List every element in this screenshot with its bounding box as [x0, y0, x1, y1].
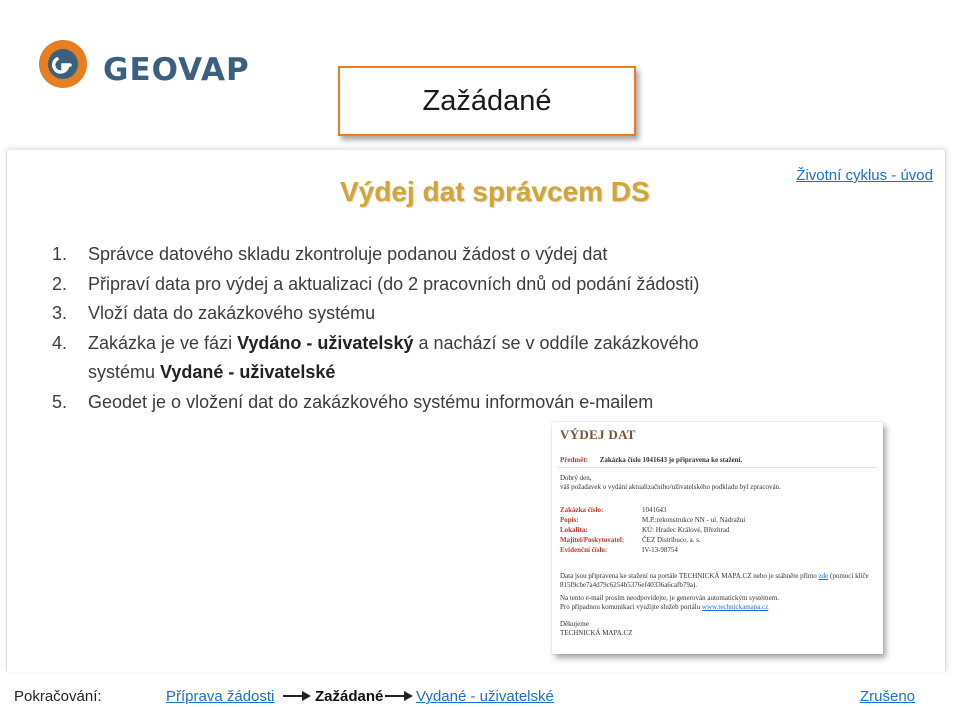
email-contact-text: Pro případnou komunikaci využijte služeb portálu — [560, 603, 701, 611]
geovap-logo — [37, 38, 277, 98]
cancelled-link[interactable]: Zrušeno — [860, 688, 916, 705]
email-header: VÝDEJ DAT — [560, 427, 636, 442]
email-subject — [560, 456, 742, 465]
field-value: ČEZ Distribuce, a. s. — [642, 536, 701, 544]
phase-name: Vydáno - uživatelský — [237, 332, 414, 353]
step-number: 1. — [52, 244, 68, 264]
step-text: Připraví data pro výdej a aktualizaci (do 2 pracovních dnů od podání žádosti) — [88, 273, 700, 294]
slide-title: Zažádané — [422, 84, 552, 117]
logo-text: GEOVAP — [103, 52, 250, 88]
email-download-info — [560, 572, 878, 590]
prev-phase-link[interactable]: Příprava žádosti — [166, 688, 275, 705]
email-greeting — [560, 474, 875, 492]
email-preview — [552, 422, 883, 654]
email-info-text: Data jsou připravena ke stažení na portále TECHNICKÁ MAPA.CZ nebo je stáhněte přímo — [560, 572, 817, 580]
email-auto-notice — [560, 594, 875, 612]
step-text: Vloží data do zakázkového systému — [88, 303, 376, 323]
email-portal-link[interactable]: www.technickamapa.cz — [701, 603, 769, 611]
arrow-right-icon — [385, 690, 413, 702]
field-label: Majitel/Poskytovatel: — [560, 536, 625, 544]
next-phase-link[interactable]: Vydané - uživatelské — [416, 688, 554, 705]
step-text: Správce datového skladu zkontroluje podanou žádost o výdej dat — [88, 244, 608, 264]
geovap-logo-icon — [37, 38, 89, 90]
field-value: 1041643 — [642, 506, 667, 514]
section-name: Vydané - uživatelské — [160, 362, 336, 382]
email-signature — [560, 620, 875, 638]
panel-heading: Výdej dat správcem DS — [340, 176, 650, 207]
email-field-row — [560, 526, 875, 536]
email-subject-label: Předmět: — [560, 456, 588, 464]
step-text: Zakázka je ve fázi — [88, 332, 238, 353]
email-auto-text: Na tento e-mail prosím neodpovídejte, je generován automatickým systémem. — [560, 594, 779, 602]
step-number: 2. — [52, 273, 68, 294]
step-text: a nachází se v oddíle zakázkového — [413, 332, 699, 353]
email-greeting-line: Dobrý den, — [560, 474, 592, 482]
step-item — [52, 329, 932, 388]
step-text: Geodet je o vložení dat do zakázkového systému informován e-mailem — [88, 391, 654, 412]
current-phase: Zažádané — [315, 688, 384, 705]
email-divider — [558, 467, 877, 468]
steps-list — [52, 240, 932, 417]
field-label: Lokalita: — [560, 526, 588, 534]
footer-navigation — [0, 686, 959, 707]
email-field-row — [560, 546, 875, 556]
step-text: systému — [88, 362, 161, 382]
step-number: 5. — [52, 391, 68, 412]
email-field-row — [560, 516, 875, 526]
email-subject-value: Zakázka číslo 1041643 je připravena ke stažení. — [599, 456, 743, 464]
email-thanks: Děkujeme — [560, 620, 589, 628]
lifecycle-intro-link[interactable]: Životní cyklus - úvod — [796, 167, 933, 184]
email-fields — [560, 506, 875, 556]
email-download-link[interactable]: zde — [818, 572, 829, 580]
field-label: Zakázka číslo: — [560, 506, 604, 514]
continuation-label: Pokračování: — [14, 688, 102, 705]
step-number: 4. — [52, 332, 68, 353]
email-info-key: (pomocí klíče 815f9cbe7a4d79c6254b5376ef40336a6cafb79a). — [560, 572, 869, 589]
slide-title-box — [338, 66, 636, 136]
field-value: IV-13-98754 — [642, 546, 678, 554]
email-signature-name: TECHNICKÁ MAPA.CZ — [560, 629, 633, 637]
field-label: Evidenční číslo: — [560, 546, 608, 554]
step-item — [52, 388, 932, 418]
step-item — [52, 299, 932, 329]
step-item — [52, 270, 932, 300]
field-value: M.P.:rekonstrukce NN - ul. Nádražní — [642, 516, 746, 524]
email-field-row — [560, 506, 875, 516]
email-field-row — [560, 536, 875, 546]
arrow-right-icon — [283, 690, 311, 702]
field-value: KÚ: Hradec Králové, Březhrad — [642, 526, 730, 534]
email-intro: váš požadavek o vydání aktualizačního/uživatelského podkladu byl zpracován. — [560, 483, 781, 491]
step-number: 3. — [52, 303, 68, 323]
field-label: Popis: — [560, 516, 579, 524]
step-item — [52, 240, 932, 270]
